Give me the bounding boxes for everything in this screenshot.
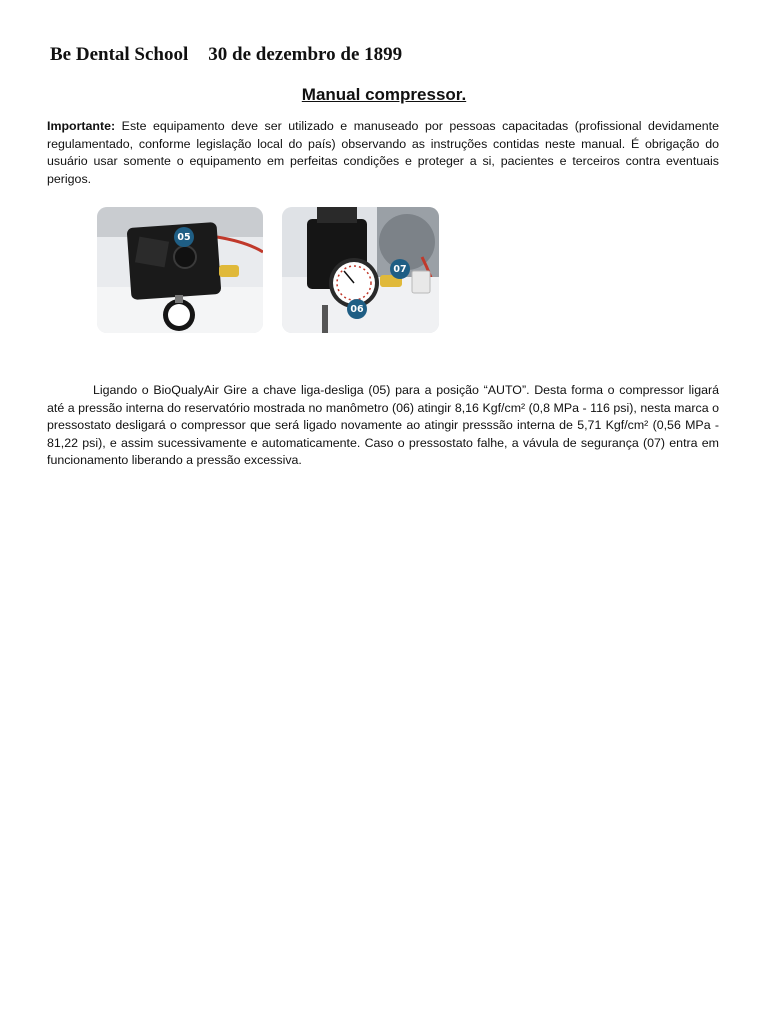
intro-text: Este equipamento deve ser utilizado e manuseado por pessoas capacitadas (profissional devidamente regulamentado, conforme legislação local do país) observando as instruções contidas neste manual. É obrigação do usuário usar somente o equipamento em perfeitas condições e proteger a si, pacientes e terceiros contra eventuais perigos. xyxy=(47,119,719,186)
pressure-switch-illustration xyxy=(97,207,263,333)
school-name: Be Dental School xyxy=(50,44,189,65)
intro-label: Importante: xyxy=(47,119,116,133)
body-paragraph: Ligando o BioQualyAir Gire a chave liga-desliga (05) para a posição “AUTO”. Desta forma o compressor ligará até a pressão interna do reservatório mostrada no manômetro (06) atingir 8,16 Kgf/cm² (0,8 MPa - 116 psi), nesta marca o pressostato desligará o compressor que será ligado novamente ao atingir presssão interna de 5,71 Kgf/cm² (0,56 MPa - 81,22 psi), e assim sucessivamente e automaticamente. Caso o pressostato falhe, a vávula de segurança (07) entra em funcionamento liberando a pressão excessiva. xyxy=(47,383,719,467)
label-06-badge: 06 xyxy=(347,299,367,319)
intro-paragraph xyxy=(47,118,719,188)
page-title: Manual compressor. xyxy=(301,85,467,104)
document-date: 30 de dezembro de 1899 xyxy=(208,44,403,65)
label-05-badge: 05 xyxy=(174,227,194,247)
pressure-switch-photo xyxy=(97,207,263,333)
label-07-badge: 07 xyxy=(390,259,410,279)
manometer-photo xyxy=(282,207,439,333)
document-header xyxy=(50,44,418,66)
